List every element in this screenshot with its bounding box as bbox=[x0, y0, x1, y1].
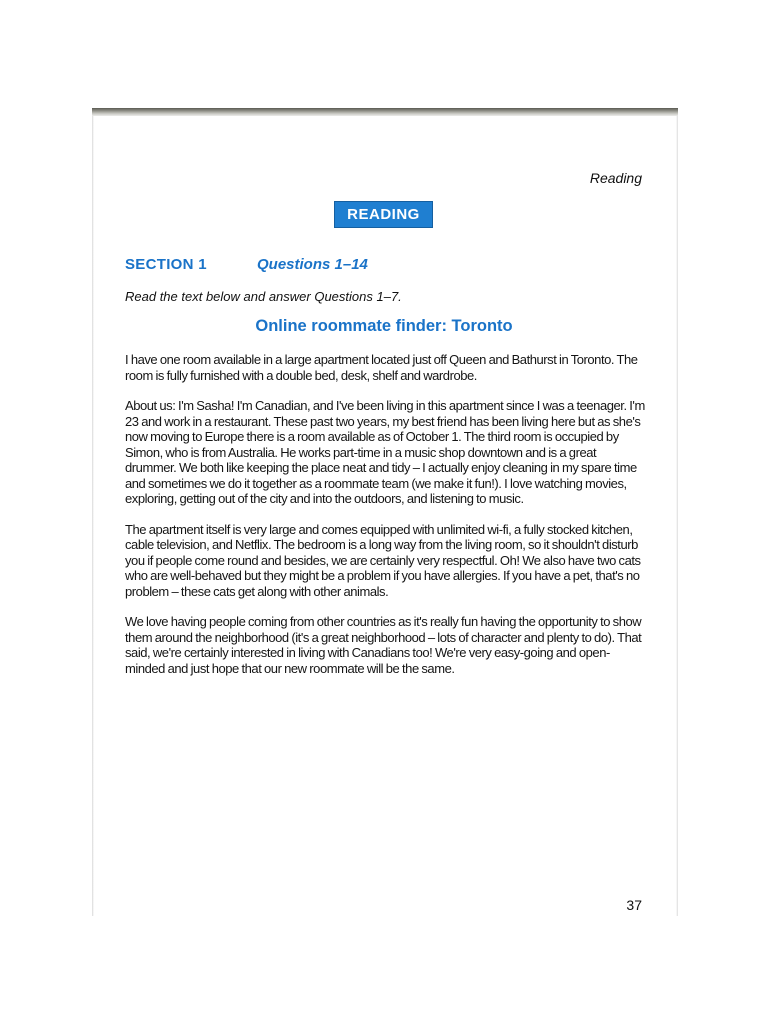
page-edge-right bbox=[676, 116, 678, 916]
article-paragraph: The apartment itself is very large and comes equipped with unlimited wi-fi, a fully stocked kitchen, cable television, and Netflix. The bedroom is a long way from the living room, so it shouldn't disturb you if people come round and besides, we are certainly very respectful. Oh! We also have two cats who are well-behaved but they might be a problem if you have allergies. If you have a pet, that's no problem – these cats get along with other animals. bbox=[125, 521, 641, 599]
article-paragraph: We love having people coming from other countries as it's really fun having the opportunity to show them around the neighborhood (it's a great neighborhood – lots of character and plenty to do). That said, we're certainly interested in living with Canadians too! We're very easy-going and open-minded and just hope that our new roommate will be the same. bbox=[125, 614, 642, 676]
instruction-text: Read the text below and answer Questions 1–7. bbox=[125, 289, 402, 304]
section-banner: READING bbox=[334, 201, 433, 228]
article-paragraph: I have one room available in a large apartment located just off Queen and Bathurst in Toronto. The room is fully furnished with a double bed, desk, shelf and wardrobe. bbox=[125, 352, 638, 383]
page-number: 37 bbox=[626, 897, 642, 913]
article-paragraph: About us: I'm Sasha! I'm Canadian, and I've been living in this apartment since I was a teenager. I'm 23 and work in a restaurant. These past two years, my best friend has been living here but as she's now moving to Europe there is a room available as of October 1. The third room is occupied by Simon, who is from Australia. He works part-time in a music shop downtown and is a great drummer. We both like keeping the place neat and tidy – I actually enjoy cleaning in my spare time and sometimes we do it together as a roommate team (we make it fun!). I love watching movies, exploring, getting out of the city and into the outdoors, and listening to music. bbox=[125, 398, 645, 506]
article-body bbox=[125, 352, 645, 691]
article-title-text: Online roommate finder: Toronto bbox=[255, 317, 513, 335]
article-title bbox=[0, 317, 768, 336]
scan-edge bbox=[92, 108, 678, 116]
section-title: SECTION 1 bbox=[125, 256, 207, 273]
questions-range: Questions 1–14 bbox=[257, 256, 368, 273]
running-head: Reading bbox=[589, 170, 642, 186]
page-edge-left bbox=[92, 116, 94, 916]
